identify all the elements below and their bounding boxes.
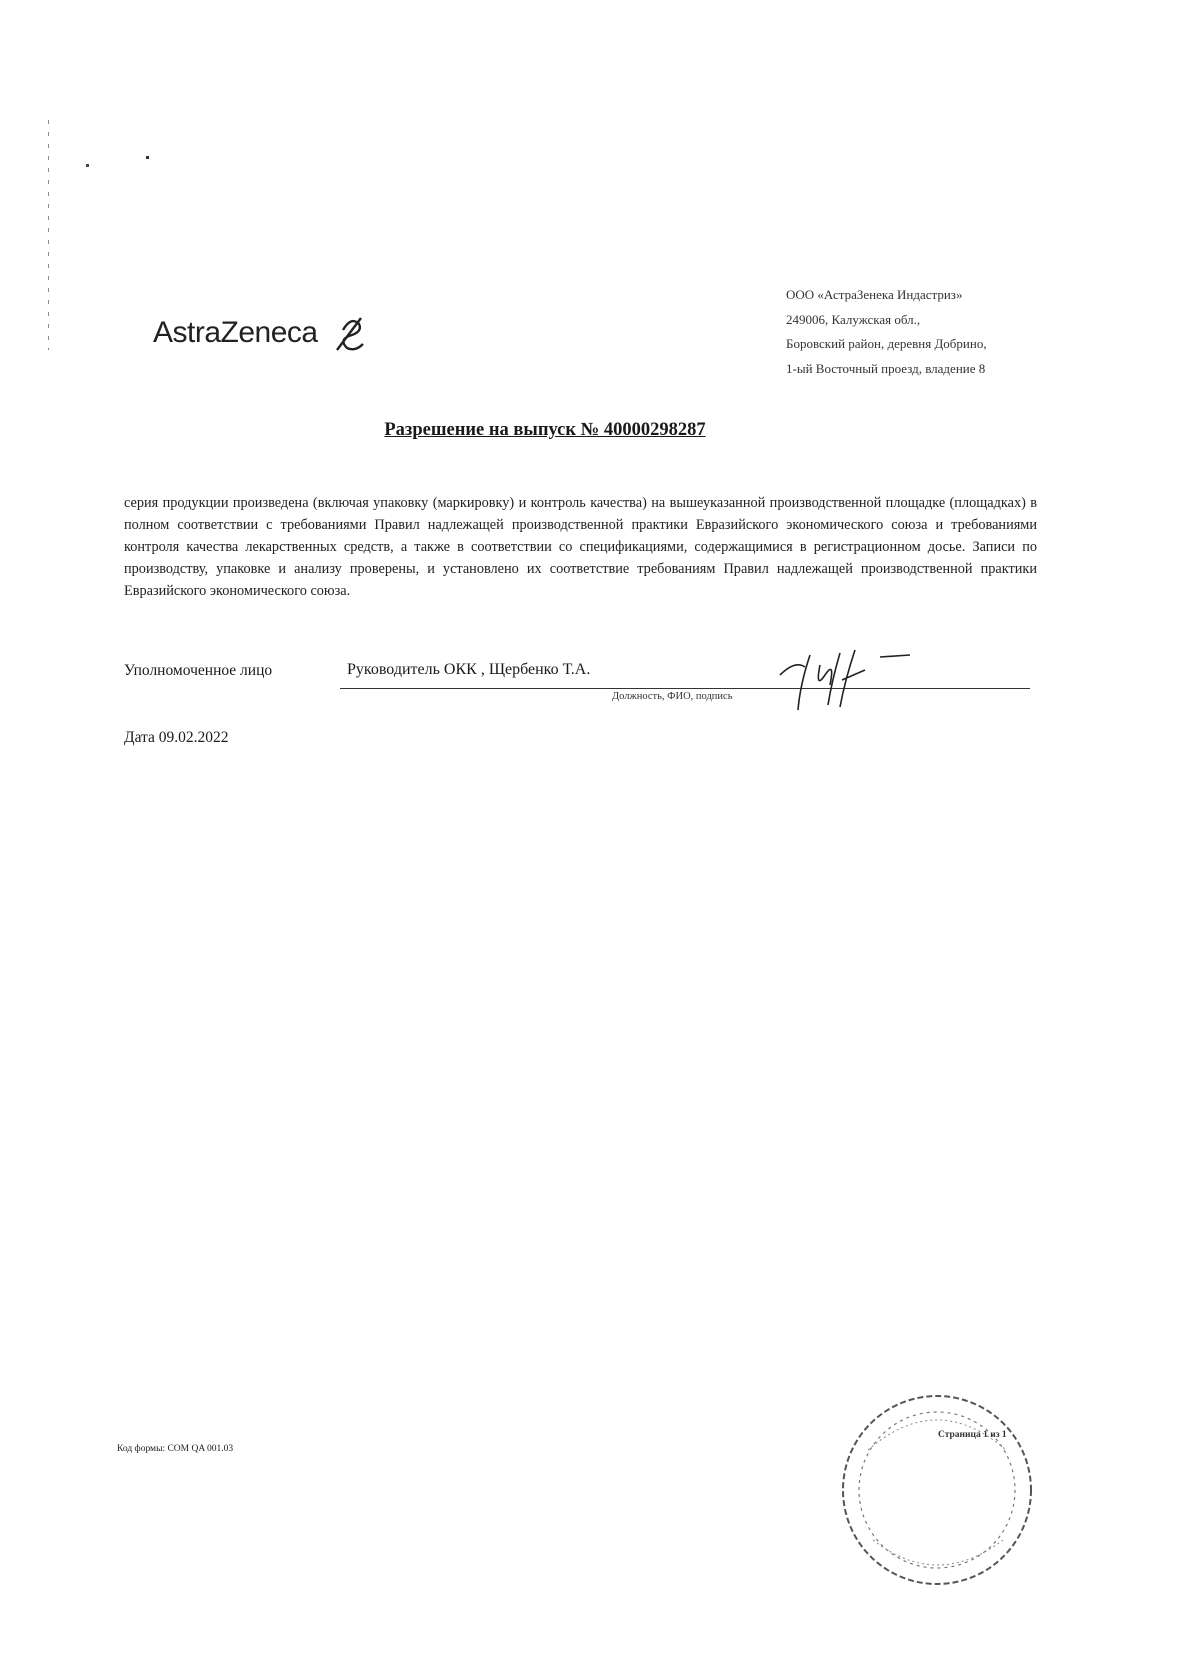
- scan-dot: [86, 164, 89, 167]
- astrazeneca-logo: [153, 310, 373, 360]
- company-stamp: [838, 1390, 1036, 1590]
- stamp-seal: [838, 1390, 1036, 1590]
- address-line: Боровский район, деревня Добрино,: [786, 336, 987, 351]
- document-body: серия продукции произведена (включая упаковку (маркировку) и контроль качества) на вышеуказанной производственной площадке (площадках) в полном соответствии с требованиями Правил надлежащей производственной практики Евразийского экономического союза и требованиями контроля качества лекарственных средств, а также в соответствии со спецификациями, содержащимися в регистрационном досье. Записи по производству, упаковке и анализу проверены, и установлено их соответствие требованиям Правил надлежащей производственной практики Евразийского экономического союза.: [124, 495, 1037, 599]
- signatory-value: Руководитель ОКК , Щербенко Т.А.: [347, 661, 591, 678]
- scan-artifact: [48, 120, 49, 350]
- stamp-page-text: Страница 1 из 1: [938, 1430, 1007, 1440]
- handwritten-signature: [770, 645, 920, 715]
- address-line: 1-ый Восточный проезд, владение 8: [786, 360, 986, 376]
- address-line: ООО «АстраЗенека Индастриз»: [786, 287, 963, 302]
- signature-line: [340, 688, 1030, 689]
- logo-text: AstraZeneca: [153, 316, 318, 349]
- document-date: Дата 09.02.2022: [124, 729, 229, 746]
- form-code: Код формы: СОМ QA 001.03: [117, 1444, 234, 1454]
- scan-dot: [146, 156, 149, 159]
- company-address: [786, 283, 987, 381]
- signature-caption: Должность, ФИО, подпись: [612, 691, 733, 702]
- signatory-label: Уполномоченное лицо: [124, 662, 273, 679]
- astrazeneca-swirl-icon: [329, 310, 369, 354]
- document-title: Разрешение на выпуск № 40000298287: [384, 420, 706, 440]
- address-line: 249006, Калужская обл.,: [786, 311, 921, 327]
